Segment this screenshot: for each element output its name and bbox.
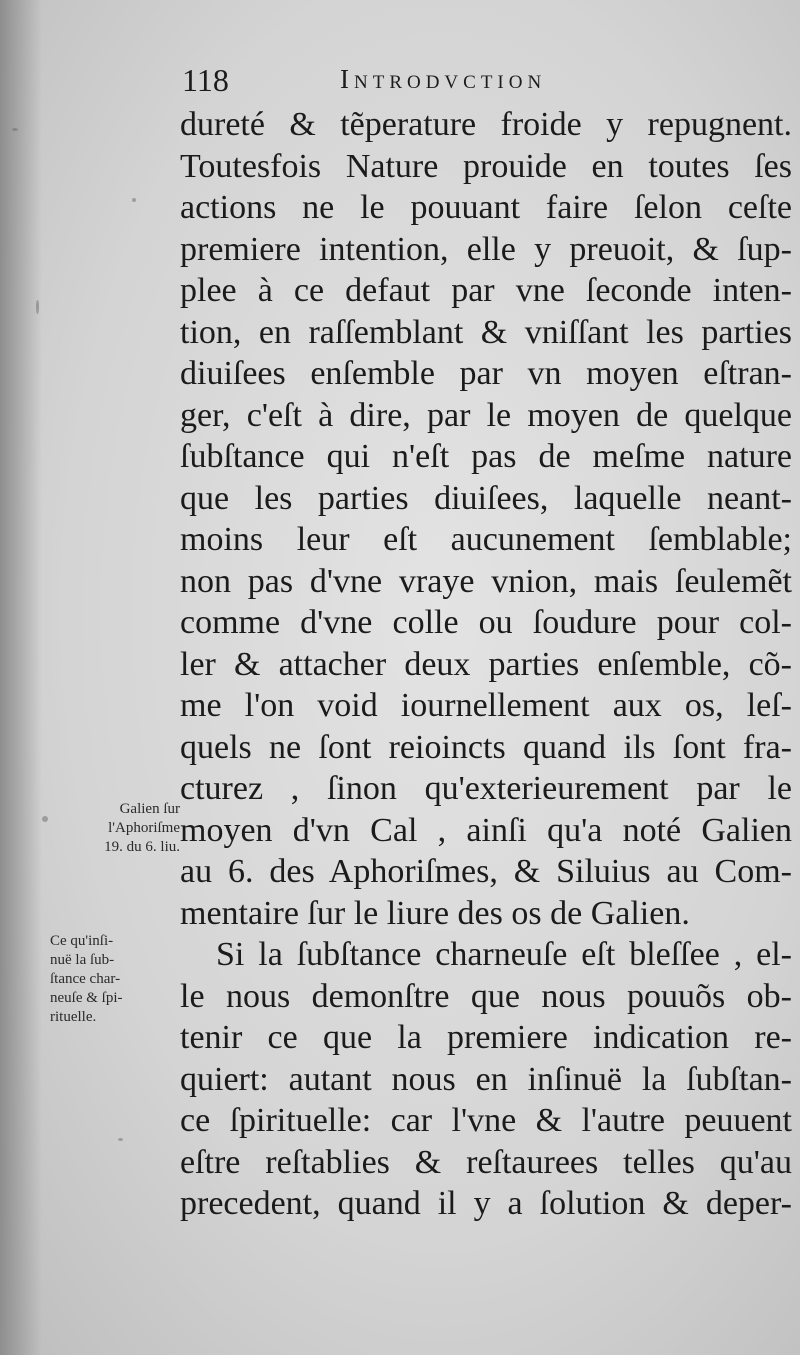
running-title: Introdvction bbox=[340, 64, 547, 94]
margin-note-line: rituelle. bbox=[50, 1009, 97, 1025]
text-line: ce ſpirituelle: car l'vne & l'autre peuuent bbox=[180, 1102, 792, 1139]
text-line: tion, en raſſemblant & vniſſant les parties bbox=[180, 313, 792, 351]
margin-note-substance bbox=[50, 932, 160, 1027]
text-line: cturez , ſinon qu'exterieurement par le bbox=[180, 770, 792, 807]
text-line: quels ne ſont reioincts quand ils ſont fra- bbox=[180, 728, 792, 766]
text-line: le nous demonſtre que nous pouuõs ob- bbox=[180, 977, 792, 1015]
text-line: mentaire ſur le liure des os de Galien. bbox=[180, 894, 690, 932]
text-line: plee à ce defaut par vne ſeconde inten- bbox=[180, 272, 792, 309]
paper-speck bbox=[42, 816, 48, 822]
text-line: eſtre reſtablies & reſtaurees telles qu'au bbox=[180, 1143, 792, 1181]
text-line: que les parties diuiſees, laquelle neant- bbox=[180, 479, 792, 517]
margin-note-line: neuſe & ſpi- bbox=[50, 990, 123, 1006]
text-line: actions ne le pouuant faire ſelon ceſte bbox=[180, 189, 792, 226]
margin-note-line: ſtance char- bbox=[50, 971, 121, 987]
paper-speck bbox=[12, 128, 18, 131]
margin-note-line: nuë la ſub- bbox=[50, 952, 115, 968]
text-line: Si la ſubſtance charneuſe eſt bleſſee , el- bbox=[216, 936, 792, 973]
text-line: moyen d'vn Cal , ainſi qu'a noté Galien bbox=[180, 811, 792, 849]
page-number: 118 bbox=[182, 62, 229, 98]
body-text bbox=[180, 104, 792, 1225]
text-line: quiert: autant nous en inſinuë la ſubſtan- bbox=[180, 1060, 792, 1098]
margin-note-galien bbox=[54, 800, 180, 857]
text-line: dureté & tẽperature froide y repugnent. bbox=[180, 106, 792, 143]
text-line: me l'on void iournellement aux os, leſ- bbox=[180, 687, 792, 724]
margin-note-line: l'Aphoriſme bbox=[108, 820, 180, 836]
text-line: ger, c'eſt à dire, par le moyen de quelque bbox=[180, 396, 792, 434]
margin-note-line: Galien ſur bbox=[119, 801, 180, 817]
text-line: precedent, quand il y a ſolution & deper- bbox=[180, 1185, 792, 1222]
paper-speck bbox=[118, 1138, 123, 1141]
text-line: ſubſtance qui n'eſt pas de meſme nature bbox=[180, 438, 792, 475]
text-line: non pas d'vne vraye vnion, mais ſeulemẽt bbox=[180, 562, 792, 600]
text-line: tenir ce que la premiere indication re- bbox=[180, 1019, 792, 1056]
text-line: au 6. des Aphoriſmes, & Siluius au Com- bbox=[180, 853, 792, 890]
gutter-shadow bbox=[0, 0, 42, 1355]
text-line: premiere intention, elle y preuoit, & ſup- bbox=[180, 230, 792, 268]
paper-speck bbox=[132, 198, 136, 202]
text-line: diuiſees enſemble par vn moyen eſtran- bbox=[180, 355, 792, 392]
margin-note-line: Ce qu'inſi- bbox=[50, 933, 114, 949]
paper-speck bbox=[36, 300, 39, 314]
text-line: Toutesfois Nature prouide en toutes ſes bbox=[180, 147, 792, 185]
text-line: comme d'vne colle ou ſoudure pour col- bbox=[180, 604, 792, 641]
text-line: moins leur eſt aucunement ſemblable; bbox=[180, 521, 792, 558]
text-line: ler & attacher deux parties enſemble, cõ- bbox=[180, 645, 792, 683]
page-header bbox=[182, 62, 762, 102]
margin-note-line: 19. du 6. liu. bbox=[104, 839, 180, 855]
